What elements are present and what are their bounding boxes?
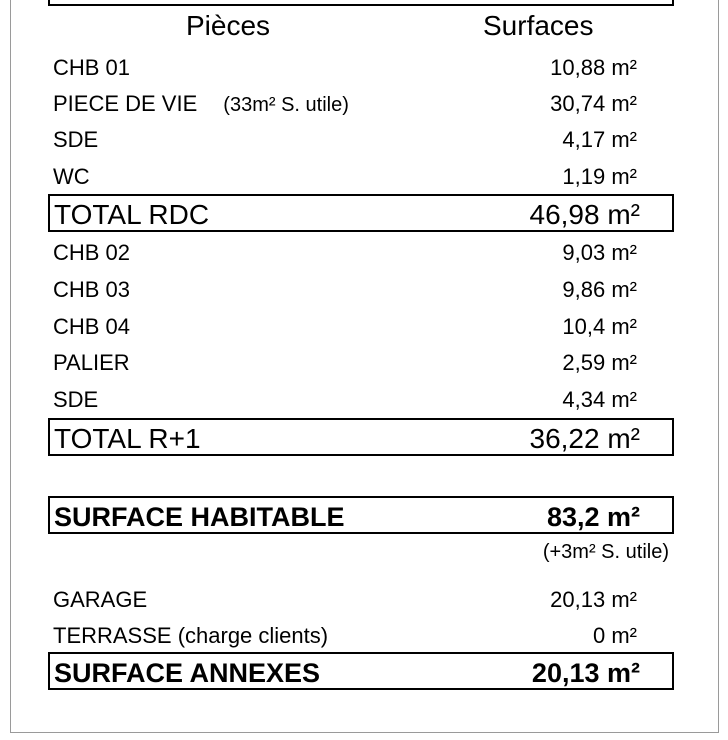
table-row xyxy=(53,124,637,154)
header-surfaces: Surfaces xyxy=(483,10,594,41)
surface-habitable-box xyxy=(48,496,674,534)
total-label: TOTAL R+1 xyxy=(54,423,201,454)
table-row xyxy=(53,161,637,191)
table-row xyxy=(53,274,637,304)
table-row xyxy=(53,88,637,118)
room-label: CHB 03 xyxy=(53,277,131,302)
room-label: CHB 04 xyxy=(53,314,131,339)
room-surface: 20,13 m² xyxy=(550,587,637,612)
room-label: GARAGE xyxy=(53,587,148,612)
table-row xyxy=(53,311,637,341)
total-value: 36,22 m² xyxy=(529,423,640,454)
room-label: CHB 01 xyxy=(53,55,131,80)
room-surface: 9,86 m² xyxy=(562,277,637,302)
total-rdc-box xyxy=(48,194,674,232)
total-value: 83,2 m² xyxy=(546,502,640,532)
room-label: PALIER xyxy=(53,350,130,375)
room-surface: 9,03 m² xyxy=(562,240,637,265)
total-value: 20,13 m² xyxy=(531,658,640,688)
room-label: WC xyxy=(53,164,90,189)
surface-annexes-box xyxy=(48,652,674,690)
room-label: SDE xyxy=(53,387,99,412)
header-rooms: Pièces xyxy=(186,10,271,41)
table-row xyxy=(53,584,637,614)
room-label: TERRASSE (charge clients) xyxy=(53,623,329,648)
top-box-border xyxy=(48,0,674,6)
room-surface: 2,59 m² xyxy=(562,350,637,375)
room-surface: 10,88 m² xyxy=(550,55,637,80)
table-row xyxy=(53,384,637,414)
total-label: SURFACE ANNEXES xyxy=(54,658,321,688)
room-label: PIECE DE VIE (33m² S. utile) xyxy=(53,91,349,116)
table-row xyxy=(53,237,637,267)
room-label: SDE xyxy=(53,127,99,152)
total-label: SURFACE HABITABLE xyxy=(54,502,345,532)
room-surface: 4,17 m² xyxy=(562,127,637,152)
table-row xyxy=(53,52,637,82)
room-surface: 4,34 m² xyxy=(562,387,637,412)
room-surface: 0 m² xyxy=(593,623,637,648)
room-label: CHB 02 xyxy=(53,240,131,265)
room-surface: 30,74 m² xyxy=(550,91,637,116)
room-surface: 1,19 m² xyxy=(562,164,637,189)
room-surface: 10,4 m² xyxy=(562,314,637,339)
table-row xyxy=(53,620,637,650)
total-label: TOTAL RDC xyxy=(54,199,210,230)
table-row xyxy=(53,347,637,377)
total-r1-box xyxy=(48,418,674,456)
total-value: 46,98 m² xyxy=(529,199,640,230)
usable-surface-note: (+3m² S. utile) xyxy=(542,541,669,563)
room-note: (33m² S. utile) xyxy=(223,94,349,116)
